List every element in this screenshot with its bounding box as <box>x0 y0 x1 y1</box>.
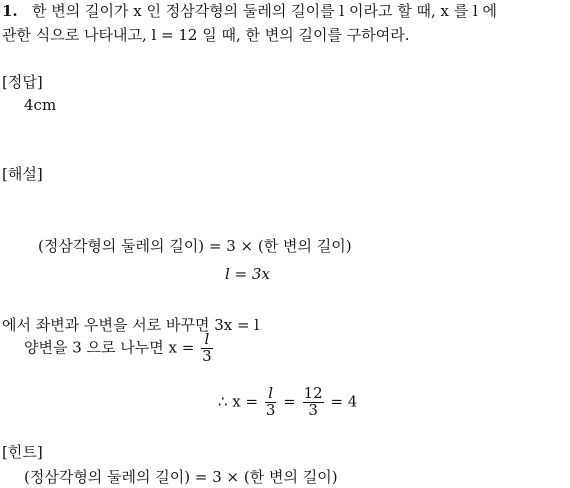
explanation-step-2-text: 양변을 3 으로 나누면 x = <box>24 338 195 357</box>
final-fraction-2-numerator: 12 <box>303 384 323 402</box>
fraction-denominator: 3 <box>202 346 212 365</box>
final-fraction-2 <box>303 386 324 419</box>
problem-text-1: 한 변의 길이가 x 인 정삼각형의 둘레의 길이를 l 이라고 할 때, x 를 l 에 <box>31 2 498 20</box>
problem-text-2: 관한 식으로 나타내고, l = 12 일 때, 한 변의 길이를 구하여라. <box>2 26 410 44</box>
fraction-numerator: l <box>201 332 213 349</box>
hint-header: [힌트] <box>2 443 43 461</box>
explanation-equation-2: l = 3x <box>225 265 270 283</box>
answer-header: [정답] <box>2 73 43 91</box>
explanation-equation-1: (정삼각형의 둘레의 길이) = 3 × (한 변의 길이) <box>38 237 352 255</box>
final-result: = 4 <box>330 392 358 411</box>
hint-text: (정삼각형의 둘레의 길이) = 3 × (한 변의 길이) <box>24 468 338 486</box>
explanation-header: [해설] <box>2 165 43 183</box>
problem-number: 1. <box>2 2 18 20</box>
explanation-step-1: 에서 좌변과 우변을 서로 바꾸면 3x = l <box>2 316 260 334</box>
problem-line-1 <box>2 0 497 21</box>
explanation-step-2-fraction <box>201 332 213 365</box>
explanation-final-equation <box>218 386 357 419</box>
final-fraction-2-denominator: 3 <box>308 400 318 419</box>
final-equals: = <box>283 392 296 411</box>
explanation-step-2 <box>24 332 215 365</box>
final-fraction-1-denominator: 3 <box>265 400 276 419</box>
final-fraction-1-numerator: l <box>265 386 277 403</box>
answer-value: 4cm <box>24 96 57 114</box>
final-fraction-1 <box>265 386 277 419</box>
final-prefix: ∴ x = <box>218 392 259 411</box>
